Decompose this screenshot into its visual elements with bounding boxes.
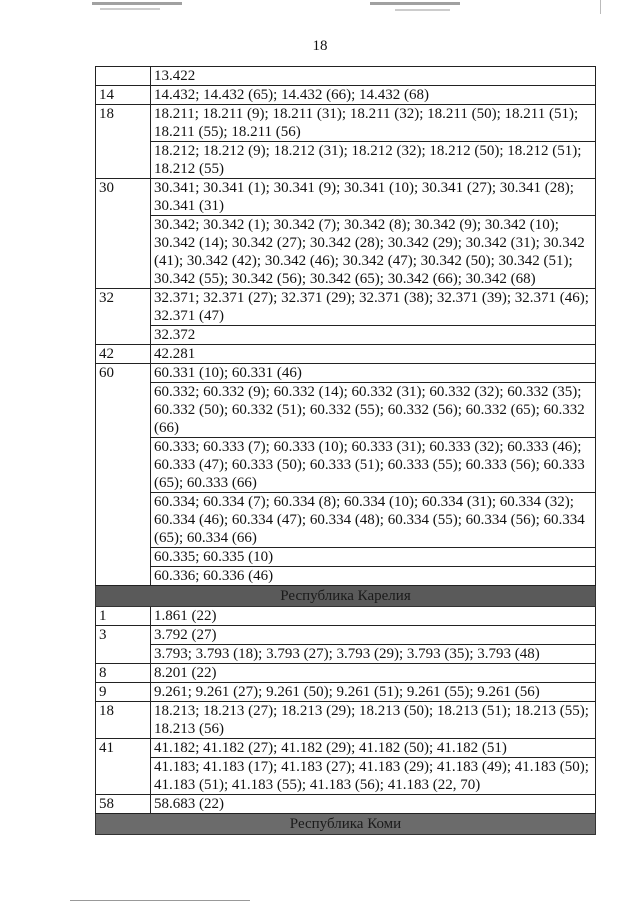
code-cell: 18: [96, 702, 151, 739]
entry-cell: 58.683 (22): [151, 795, 596, 814]
code-cell: 3: [96, 626, 151, 664]
table-row: [96, 739, 596, 758]
entry-cell: 1.861 (22): [151, 607, 596, 626]
code-cell: 1: [96, 607, 151, 626]
section-title: Республика Карелия: [96, 586, 596, 607]
entry-cell: 30.341; 30.341 (1); 30.341 (9); 30.341 (10); 30.341 (27); 30.341 (28); 30.341 (31): [151, 179, 596, 216]
table-row: [96, 216, 596, 289]
entry-cell: 60.332; 60.332 (9); 60.332 (14); 60.332 (31); 60.332 (32); 60.332 (35); 60.332 (50); 60.332 (51); 60.332 (55); 60.332 (56); 60.332 (65); 60.332 (66): [151, 383, 596, 438]
entry-cell: 60.333; 60.333 (7); 60.333 (10); 60.333 (31); 60.333 (32); 60.333 (46); 60.333 (47); 60.333 (50); 60.333 (51); 60.333 (55); 60.333 (56); 60.333 (65); 60.333 (66): [151, 438, 596, 493]
entry-cell: 13.422: [151, 67, 596, 86]
code-cell: 32: [96, 289, 151, 345]
table-row: [96, 567, 596, 586]
scan-edge-line: [70, 900, 250, 901]
code-cell: 58: [96, 795, 151, 814]
entry-cell: 42.281: [151, 345, 596, 364]
code-cell: 8: [96, 664, 151, 683]
entry-cell: 14.432; 14.432 (65); 14.432 (66); 14.432 (68): [151, 86, 596, 105]
entry-cell: 3.792 (27): [151, 626, 596, 645]
entry-cell: 18.212; 18.212 (9); 18.212 (31); 18.212 (32); 18.212 (50); 18.212 (51); 18.212 (55): [151, 142, 596, 179]
entry-cell: 8.201 (22): [151, 664, 596, 683]
entry-cell: 18.211; 18.211 (9); 18.211 (31); 18.211 (32); 18.211 (50); 18.211 (51); 18.211 (55); 18.211 (56): [151, 105, 596, 142]
table-row: [96, 364, 596, 383]
table-row: [96, 289, 596, 326]
table-row: [96, 607, 596, 626]
table-row: [96, 86, 596, 105]
table-row: [96, 626, 596, 645]
table-row: [96, 548, 596, 567]
code-cell: 42: [96, 345, 151, 364]
table-row: [96, 664, 596, 683]
table-row: [96, 645, 596, 664]
page-number: 18: [312, 38, 328, 54]
entry-cell: 9.261; 9.261 (27); 9.261 (50); 9.261 (51); 9.261 (55); 9.261 (56): [151, 683, 596, 702]
entry-cell: 30.342; 30.342 (1); 30.342 (7); 30.342 (8); 30.342 (9); 30.342 (10); 30.342 (14); 30.342 (27); 30.342 (28); 30.342 (29); 30.342 (31); 30.342 (41); 30.342 (42); 30.342 (46); 30.342 (47); 30.342 (50); 30.342 (51); 30.342 (55); 30.342 (56); 30.342 (65); 30.342 (66); 30.342 (68): [151, 216, 596, 289]
entry-cell: 60.336; 60.336 (46): [151, 567, 596, 586]
table-row: [96, 493, 596, 548]
table-row: [96, 67, 596, 86]
section-header-row: [96, 586, 596, 607]
table-row: [96, 345, 596, 364]
scan-artifacts: [0, 0, 640, 22]
code-cell: 14: [96, 86, 151, 105]
code-cell: 18: [96, 105, 151, 179]
entry-cell: 41.182; 41.182 (27); 41.182 (29); 41.182 (50); 41.182 (51): [151, 739, 596, 758]
section-title: Республика Коми: [96, 814, 596, 835]
code-cell: 9: [96, 683, 151, 702]
table-row: [96, 326, 596, 345]
table-row: [96, 383, 596, 438]
entry-cell: 41.183; 41.183 (17); 41.183 (27); 41.183 (29); 41.183 (49); 41.183 (50); 41.183 (51); 41.183 (55); 41.183 (56); 41.183 (22, 70): [151, 758, 596, 795]
entry-cell: 60.331 (10); 60.331 (46): [151, 364, 596, 383]
entry-cell: 32.372: [151, 326, 596, 345]
entry-cell: 60.335; 60.335 (10): [151, 548, 596, 567]
section-header-row: [96, 814, 596, 835]
table-row: [96, 702, 596, 739]
code-cell: 30: [96, 179, 151, 289]
code-cell: [96, 67, 151, 86]
table-row: [96, 683, 596, 702]
table-row: [96, 105, 596, 142]
code-cell: 60: [96, 364, 151, 586]
code-cell: 41: [96, 739, 151, 795]
entry-cell: 32.371; 32.371 (27); 32.371 (29); 32.371 (38); 32.371 (39); 32.371 (46); 32.371 (47): [151, 289, 596, 326]
table-row: [96, 758, 596, 795]
entry-cell: 3.793; 3.793 (18); 3.793 (27); 3.793 (29); 3.793 (35); 3.793 (48): [151, 645, 596, 664]
table-row: [96, 179, 596, 216]
table-row: [96, 795, 596, 814]
codes-table: [95, 66, 596, 835]
entry-cell: 18.213; 18.213 (27); 18.213 (29); 18.213 (50); 18.213 (51); 18.213 (55); 18.213 (56): [151, 702, 596, 739]
table-row: [96, 142, 596, 179]
table-row: [96, 438, 596, 493]
entry-cell: 60.334; 60.334 (7); 60.334 (8); 60.334 (10); 60.334 (31); 60.334 (32); 60.334 (46); 60.334 (47); 60.334 (48); 60.334 (55); 60.334 (56); 60.334 (65); 60.334 (66): [151, 493, 596, 548]
